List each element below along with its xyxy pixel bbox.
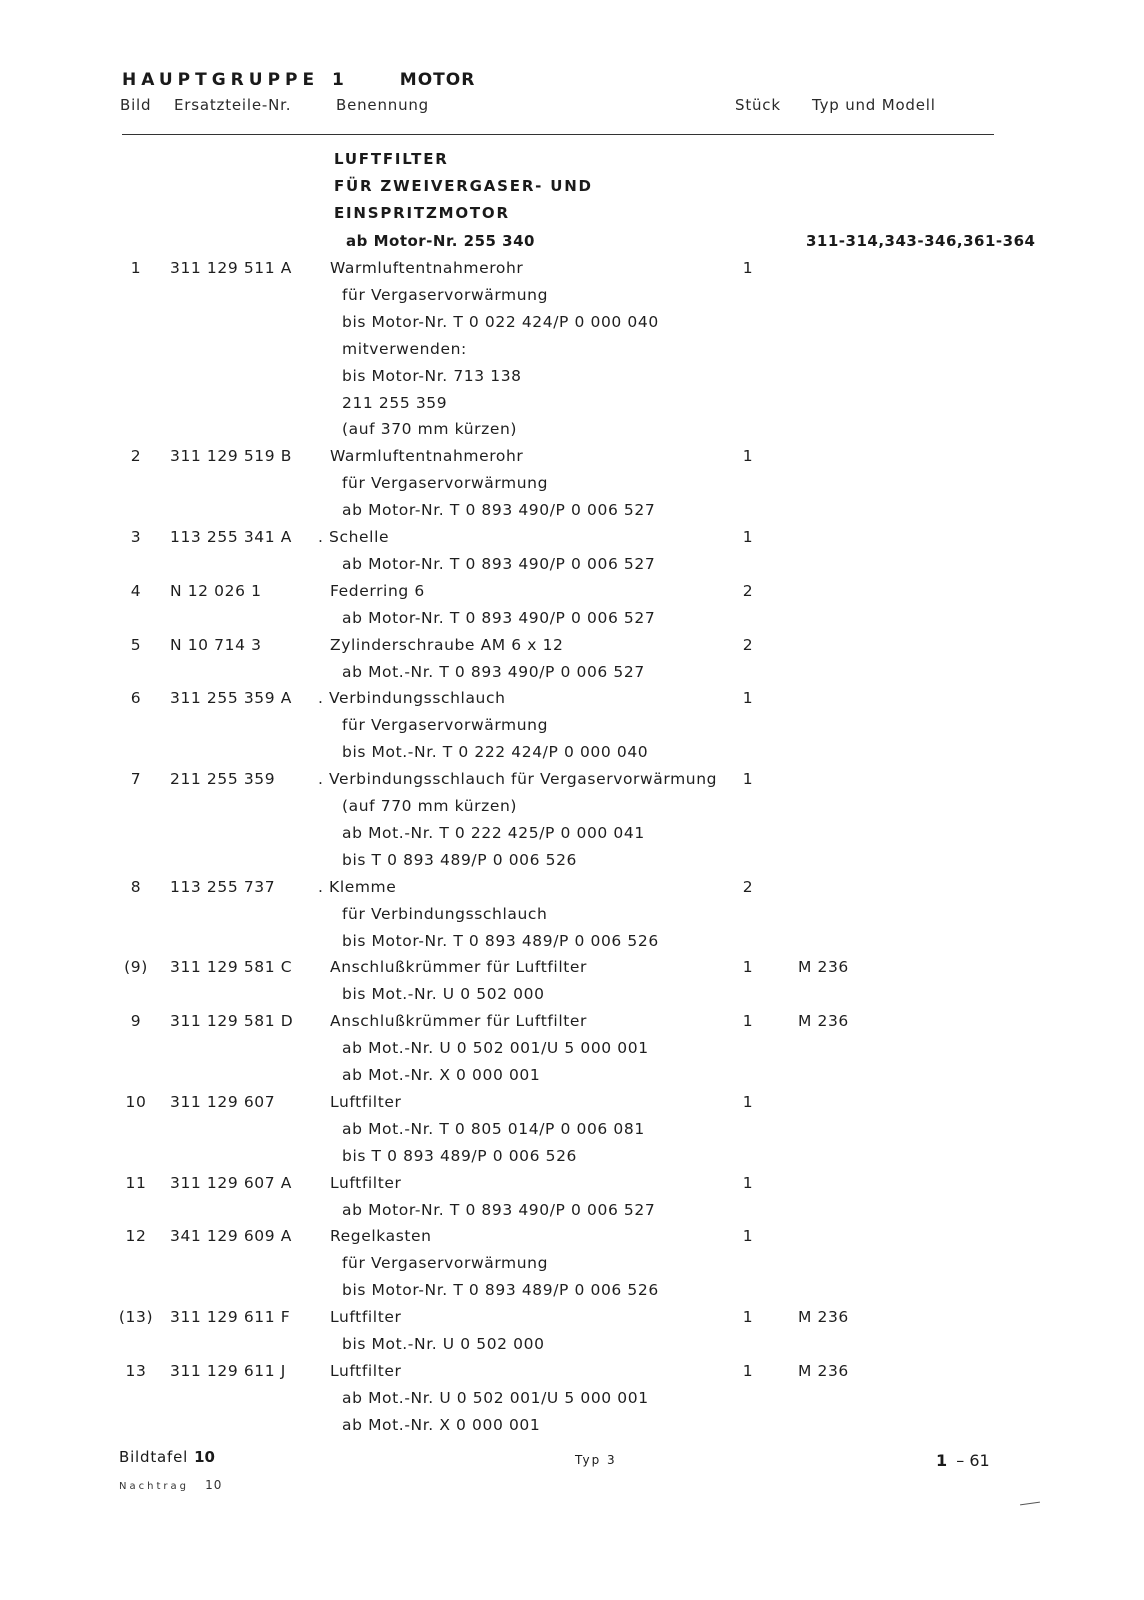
item-bild: 13 [125,1361,147,1380]
nachtrag [119,1478,222,1492]
stray-mark [1020,1502,1040,1506]
item-bild: (13) [118,1308,154,1327]
page-separator: – [956,1451,965,1470]
item-part-number: 311 129 581 C [170,958,293,977]
item-description-detail: bis Motor-Nr. T 0 022 424/P 0 000 040 [342,312,659,331]
item-part-number: 211 255 359 [170,770,276,789]
item-description-detail: bis Mot.-Nr. U 0 502 000 [342,1335,545,1353]
bildtafel-number: 10 [194,1448,215,1466]
section-title-line: EINSPRITZMOTOR [334,204,510,222]
item-description: . Schelle [318,528,390,546]
page-number [936,1451,990,1470]
item-bild: 9 [130,1012,142,1031]
item-bild: 5 [130,635,142,654]
item-part-number: 311 129 511 A [170,259,292,277]
item-description: Luftfilter [330,1092,402,1111]
item-bild: 4 [130,581,142,600]
item-description: . Klemme [318,877,397,896]
item-quantity: 1 [742,958,754,977]
item-description-detail: ab Mot.-Nr. X 0 000 001 [342,1415,541,1434]
item-quantity: 1 [742,1173,754,1192]
item-description-detail: für Vergaservorwärmung [342,716,549,735]
item-description-detail: bis Mot.-Nr. U 0 502 000 [342,985,545,1004]
item-description: Anschlußkrümmer für Luftfilter [330,1012,588,1031]
item-quantity: 1 [742,528,754,546]
item-description: Warmluftentnahmerohr [330,447,524,466]
item-bild: 2 [130,447,142,466]
item-part-number: 113 255 737 [170,877,276,896]
group-name: MOTOR [399,70,476,90]
group-label: HAUPTGRUPPE [122,70,320,90]
item-description: Regelkasten [330,1227,432,1246]
page-group: 1 [936,1451,948,1470]
item-description-detail: bis Motor-Nr. 713 138 [342,366,522,385]
item-quantity: 2 [742,635,754,654]
item-description: Anschlußkrümmer für Luftfilter [330,958,588,977]
item-bild: 1 [130,259,142,277]
item-part-number: N 10 714 3 [170,635,262,654]
item-part-number: 311 129 581 D [170,1012,294,1031]
item-quantity: 1 [742,1361,754,1380]
item-description-detail: bis Motor-Nr. T 0 893 489/P 0 006 526 [342,931,659,950]
page-number-value: 61 [969,1451,990,1470]
item-part-number: 113 255 341 A [170,528,292,546]
item-description-detail: für Vergaservorwärmung [342,474,549,493]
item-model: M 236 [798,958,849,977]
column-header-stueck: Stück [735,96,781,114]
item-quantity: 1 [742,447,754,466]
item-description-detail: ab Mot.-Nr. U 0 502 001/U 5 000 001 [342,1388,649,1407]
item-description-detail: ab Motor-Nr. T 0 893 490/P 0 006 527 [342,608,656,627]
item-description-detail: mitverwenden: [342,339,467,358]
item-description: . Verbindungsschlauch für Vergaservorwärmung [318,770,718,789]
item-part-number: 311 129 519 B [170,447,292,466]
column-header-ersatzteile: Ersatzteile-Nr. [174,96,292,114]
column-header-bild: Bild [120,96,152,114]
item-quantity: 1 [742,1012,754,1031]
column-header-typ: Typ und Modell [812,96,936,114]
item-description-detail: bis Mot.-Nr. T 0 222 424/P 0 000 040 [342,743,649,762]
item-description: Luftfilter [330,1173,402,1192]
item-bild: 8 [130,877,142,896]
item-description-detail: 211 255 359 [342,393,448,412]
item-description: Luftfilter [330,1308,402,1327]
item-quantity: 1 [742,689,754,708]
item-part-number: N 12 026 1 [170,581,262,600]
item-description-detail: bis T 0 893 489/P 0 006 526 [342,850,578,869]
item-description-detail: für Vergaservorwärmung [342,1254,549,1273]
item-description-detail: für Verbindungsschlauch [342,904,548,923]
item-description-detail: bis T 0 893 489/P 0 006 526 [342,1146,578,1165]
item-bild: 6 [130,689,142,708]
item-model: M 236 [798,1308,849,1327]
item-description: Federring 6 [330,581,425,600]
section-title-line: FÜR ZWEIVERGASER- UND [334,177,593,195]
item-description-detail: ab Mot.-Nr. T 0 222 425/P 0 000 041 [342,823,645,842]
item-part-number: 311 129 607 [170,1092,276,1111]
item-quantity: 2 [742,877,754,896]
item-description-detail: ab Motor-Nr. T 0 893 490/P 0 006 527 [342,554,656,573]
nachtrag-number: 10 [205,1478,223,1492]
item-part-number: 311 129 607 A [170,1173,292,1192]
column-header-benennung: Benennung [336,96,430,114]
item-description: Zylinderschraube AM 6 x 12 [330,635,564,654]
item-model: M 236 [798,1361,849,1380]
group-heading [122,70,475,90]
item-model: M 236 [798,1012,849,1031]
bildtafel-label: Bildtafel [119,1448,189,1466]
bildtafel [119,1448,215,1466]
item-quantity: 1 [742,770,754,789]
nachtrag-label: Nachtrag [119,1481,189,1492]
item-description-detail: ab Mot.-Nr. U 0 502 001/U 5 000 001 [342,1039,649,1058]
item-bild: (9) [124,958,148,977]
item-description-detail: (auf 770 mm kürzen) [342,797,518,815]
section-title-line: ab Motor-Nr. 255 340 [346,232,535,250]
item-bild: 3 [130,528,142,546]
item-description-detail: ab Motor-Nr. T 0 893 490/P 0 006 527 [342,501,656,520]
item-bild: 7 [130,770,142,789]
item-description-detail: bis Motor-Nr. T 0 893 489/P 0 006 526 [342,1281,659,1300]
typ-label: Typ 3 [575,1453,617,1467]
item-description: Warmluftentnahmerohr [330,259,524,277]
section-model: 311-314,343-346,361-364 [806,232,1036,250]
item-part-number: 311 129 611 J [170,1361,286,1380]
item-part-number: 311 129 611 F [170,1308,291,1327]
section-title-line: LUFTFILTER [334,150,449,168]
item-quantity: 2 [742,581,754,600]
item-quantity: 1 [742,1227,754,1246]
item-part-number: 341 129 609 A [170,1227,292,1246]
item-quantity: 1 [742,1308,754,1327]
item-bild: 10 [125,1092,147,1111]
item-description-detail: für Vergaservorwärmung [342,285,549,304]
item-description: . Verbindungsschlauch [318,689,506,708]
group-number: 1 [332,70,349,90]
item-description-detail: ab Mot.-Nr. X 0 000 001 [342,1066,541,1084]
item-bild: 12 [125,1227,147,1246]
item-quantity: 1 [742,1092,754,1111]
item-description-detail: ab Mot.-Nr. T 0 805 014/P 0 006 081 [342,1119,645,1138]
item-bild: 11 [125,1173,147,1192]
item-part-number: 311 255 359 A [170,689,292,708]
item-quantity: 1 [742,259,754,277]
item-description-detail: ab Motor-Nr. T 0 893 490/P 0 006 527 [342,1200,656,1219]
item-description-detail: (auf 370 mm kürzen) [342,420,518,439]
header-rule [122,134,994,135]
item-description-detail: ab Mot.-Nr. T 0 893 490/P 0 006 527 [342,662,645,681]
item-description: Luftfilter [330,1361,402,1380]
